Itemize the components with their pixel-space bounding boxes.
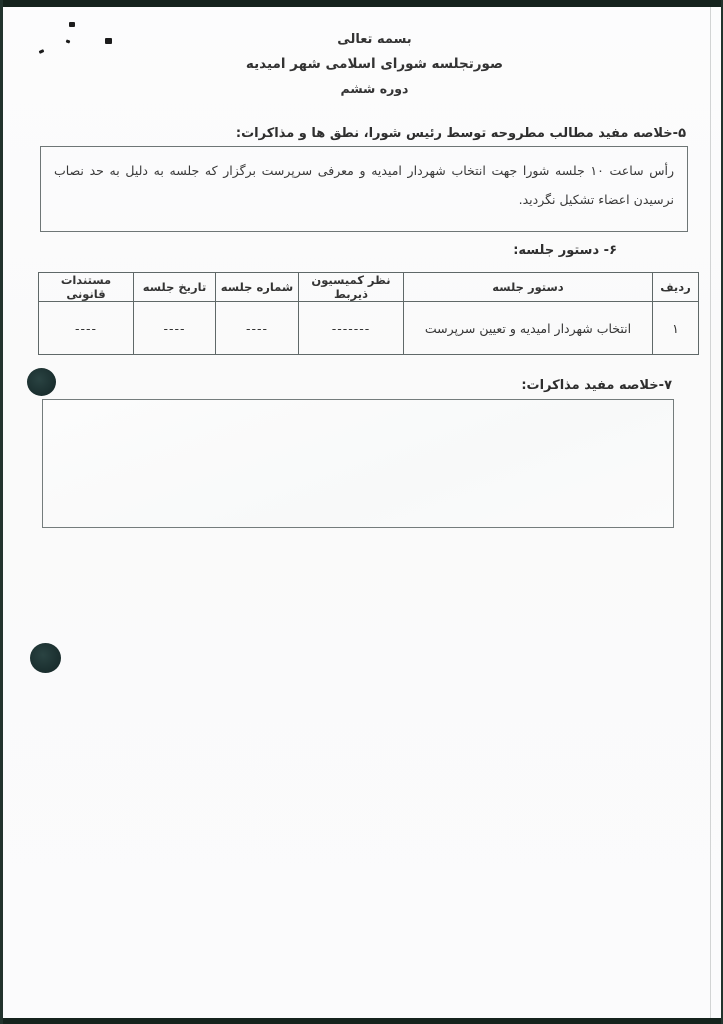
- scan-edge-bottom: [0, 1018, 723, 1024]
- document-title: صورتجلسه شورای اسلامی شهر امیدیه: [245, 56, 504, 72]
- section5-heading: ۵-خلاصه مفید مطالب مطروحه توسط رئیس شورا، نطق ها و مذاکرات:: [235, 126, 686, 141]
- col-header-agenda-item: دستور جلسه: [404, 273, 653, 302]
- ink-dot: [69, 22, 75, 27]
- agenda-table-row: [39, 302, 699, 355]
- section5-summary-box: [40, 146, 688, 232]
- cell-legal-documents: ----: [39, 302, 134, 355]
- agenda-table-header-row: [39, 273, 699, 302]
- hole-punch-mark: [27, 368, 56, 396]
- cell-agenda-item: انتخاب شهردار امیدیه و تعیین سرپرست: [404, 302, 653, 355]
- page-fold-line: [710, 7, 711, 1018]
- cell-commission-opinion: -------: [299, 302, 404, 355]
- section6-heading: ۶- دستور جلسه:: [513, 243, 617, 258]
- section7-heading: ۷-خلاصه مفید مذاکرات:: [521, 378, 672, 393]
- col-header-meeting-date: تاریخ جلسه: [134, 273, 216, 302]
- section7-negotiations-box: [42, 399, 674, 528]
- col-header-meeting-number: شماره جلسه: [216, 273, 299, 302]
- ink-dot: [66, 39, 71, 43]
- scan-edge-top: [0, 0, 723, 7]
- col-header-legal-documents: مستندات قانونی: [39, 273, 134, 302]
- scan-edge-left: [0, 0, 3, 1024]
- council-term: دوره ششم: [340, 81, 409, 96]
- cell-row-number: ۱: [653, 302, 699, 355]
- hole-punch-mark: [30, 643, 61, 673]
- ink-dot: [105, 38, 112, 44]
- cell-meeting-number: ----: [216, 302, 299, 355]
- col-header-commission-opinion: نظر کمیسیون ذیربط: [299, 273, 404, 302]
- col-header-row-number: ردیف: [653, 273, 699, 302]
- agenda-table: [38, 272, 699, 355]
- bismillah-line: بسمه تعالی: [337, 32, 412, 47]
- section5-summary-text: رأس ساعت ۱۰ جلسه شورا جهت انتخاب شهردار امیدیه و معرفی سرپرست برگزار که جلسه به دلیل به حد نصاب نرسیدن اعضاء تشکیل نگردید.: [54, 163, 674, 207]
- cell-meeting-date: ----: [134, 302, 216, 355]
- ink-dot: [39, 49, 45, 54]
- document-header: [246, 32, 503, 96]
